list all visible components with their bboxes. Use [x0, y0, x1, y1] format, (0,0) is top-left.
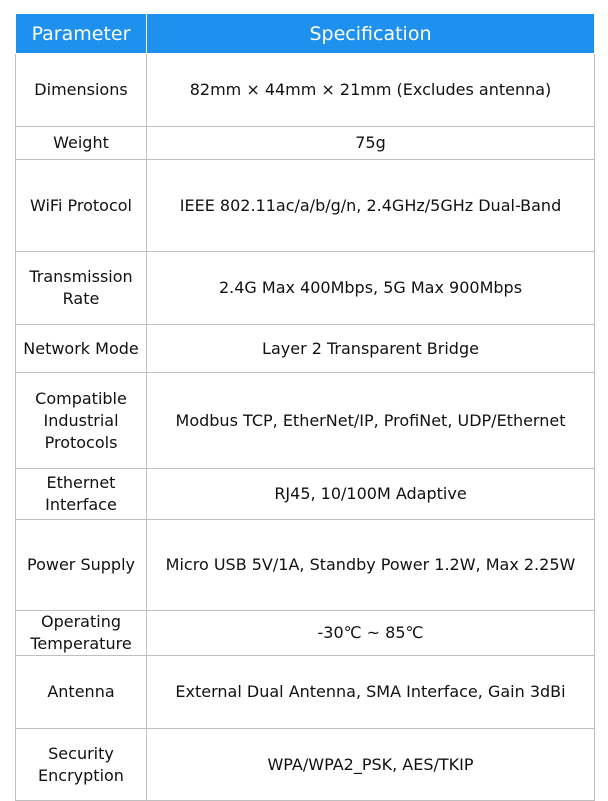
table-row [16, 325, 595, 373]
specification-cell: 82mm × 44mm × 21mm (Excludes antenna) [147, 54, 595, 127]
specification-cell: Modbus TCP, EtherNet/IP, ProfiNet, UDP/Ethernet [147, 373, 595, 469]
header-row [16, 14, 595, 54]
specification-cell: WPA/WPA2_PSK, AES/TKIP [147, 729, 595, 801]
table-row [16, 160, 595, 252]
parameter-cell: Dimensions [16, 54, 147, 127]
spec-table [15, 13, 595, 801]
table-row [16, 252, 595, 325]
specification-cell: 2.4G Max 400Mbps, 5G Max 900Mbps [147, 252, 595, 325]
parameter-cell: Antenna [16, 656, 147, 729]
parameter-cell: Transmission Rate [16, 252, 147, 325]
parameter-cell: Power Supply [16, 520, 147, 611]
table-row [16, 54, 595, 127]
specification-cell: RJ45, 10/100M Adaptive [147, 469, 595, 520]
parameter-header: Parameter [16, 14, 147, 54]
specification-cell: External Dual Antenna, SMA Interface, Gain 3dBi [147, 656, 595, 729]
table-row [16, 729, 595, 801]
specification-cell: Layer 2 Transparent Bridge [147, 325, 595, 373]
parameter-cell: WiFi Protocol [16, 160, 147, 252]
parameter-cell: Compatible Industrial Protocols [16, 373, 147, 469]
specification-cell: Micro USB 5V/1A, Standby Power 1.2W, Max 2.25W [147, 520, 595, 611]
parameter-cell: Weight [16, 127, 147, 160]
specification-header: Specification [147, 14, 595, 54]
parameter-cell: Ethernet Interface [16, 469, 147, 520]
table-row [16, 469, 595, 520]
parameter-cell: Operating Temperature [16, 611, 147, 656]
table-row [16, 656, 595, 729]
parameter-cell: Security Encryption [16, 729, 147, 801]
specification-cell: IEEE 802.11ac/a/b/g/n, 2.4GHz/5GHz Dual-Band [147, 160, 595, 252]
parameter-cell: Network Mode [16, 325, 147, 373]
table-row [16, 127, 595, 160]
table-row [16, 373, 595, 469]
table-row [16, 611, 595, 656]
specification-cell: 75g [147, 127, 595, 160]
specification-cell: -30℃ ~ 85℃ [147, 611, 595, 656]
table-row [16, 520, 595, 611]
